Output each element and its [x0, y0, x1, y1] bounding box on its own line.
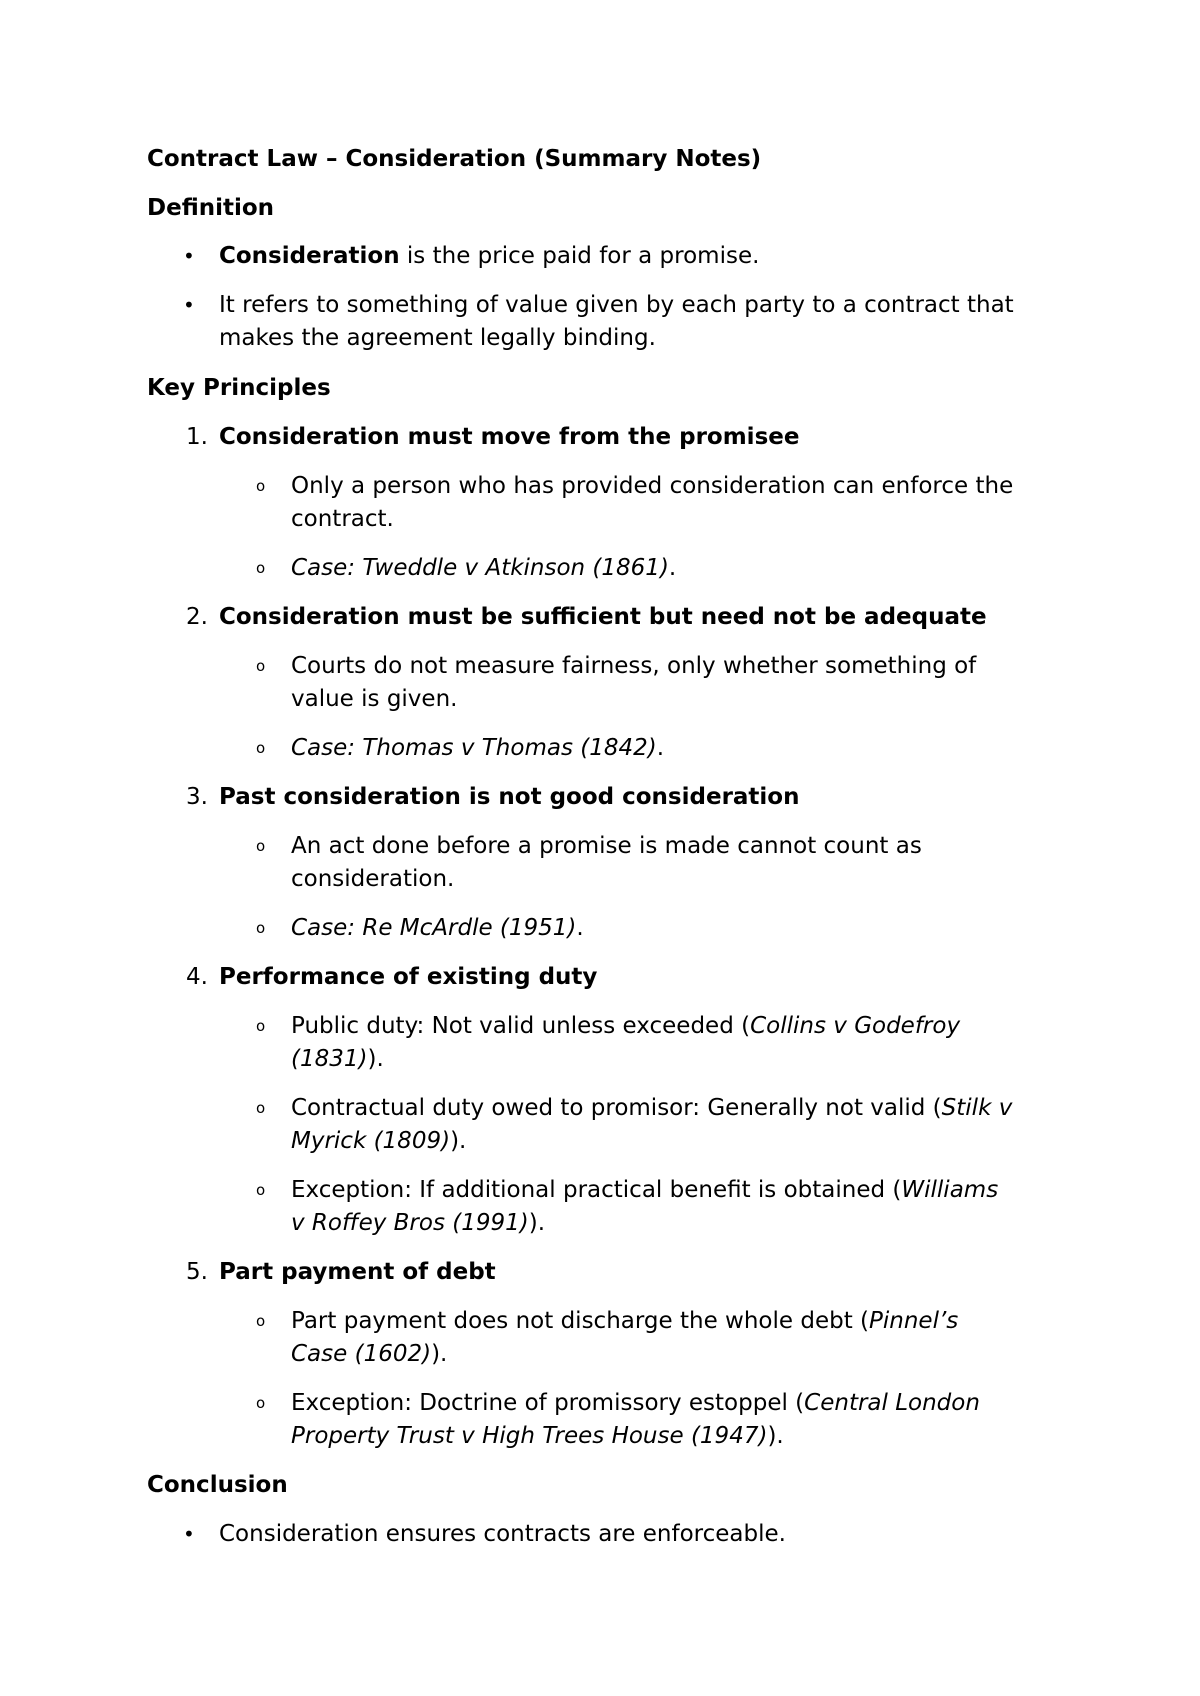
point-text: Public duty: Not valid unless exceeded (	[291, 1013, 751, 1039]
list-number: 4.	[186, 964, 208, 990]
sub-bullet-glyph: o	[256, 1394, 266, 1412]
sub-bullet-glyph: o	[256, 657, 266, 675]
principle-5-point-2-line-2	[291, 1420, 784, 1453]
definition-bullet-2-line-2: makes the agreement legally binding.	[219, 325, 656, 351]
principle-1-point-line-2: contract.	[291, 506, 394, 532]
principle-3-case	[291, 912, 584, 945]
page-title: Contract Law – Consideration (Summary Notes)	[147, 146, 762, 172]
punctuation: ).	[450, 1128, 467, 1154]
sub-bullet-glyph: o	[256, 1099, 266, 1117]
principle-4-point-1-line-2	[291, 1043, 384, 1076]
principle-3-point-line-2: consideration.	[291, 866, 455, 892]
principle-5-title: Part payment of debt	[219, 1259, 496, 1285]
case-citation: (1831)	[291, 1046, 368, 1072]
case-citation: Central London	[804, 1390, 980, 1416]
definition-term: Consideration	[219, 243, 400, 269]
punctuation: .	[576, 915, 584, 941]
principle-2-title: Consideration must be sufficient but need not be adequate	[219, 604, 987, 630]
sub-bullet-glyph: o	[256, 739, 266, 757]
sub-bullet-glyph: o	[256, 1017, 266, 1035]
case-citation: Case: Re McArdle (1951)	[291, 915, 577, 941]
case-citation: Williams	[901, 1177, 999, 1203]
principle-3-title: Past consideration is not good consideration	[219, 784, 800, 810]
case-citation: Case: Tweddle v Atkinson (1861)	[291, 555, 669, 581]
principle-5-point-2-line-1	[291, 1387, 980, 1420]
case-citation: Stilk v	[941, 1095, 1013, 1121]
section-heading-conclusion: Conclusion	[147, 1472, 288, 1498]
principle-1-title: Consideration must move from the promisee	[219, 424, 800, 450]
sub-bullet-glyph: o	[256, 1312, 266, 1330]
list-number: 3.	[186, 784, 208, 810]
principle-4-point-2-line-2	[291, 1125, 466, 1158]
punctuation: ).	[528, 1210, 546, 1236]
punctuation: ).	[767, 1423, 784, 1449]
punctuation: ).	[367, 1046, 384, 1072]
principle-4-point-3-line-1	[291, 1174, 998, 1207]
conclusion-bullet-1: Consideration ensures contracts are enforceable.	[219, 1521, 786, 1547]
principle-2-point-line-1: Courts do not measure fairness, only whether something of	[291, 653, 977, 679]
bullet-glyph: •	[183, 293, 195, 317]
case-citation: Case: Thomas v Thomas (1842)	[291, 735, 657, 761]
principle-5-point-1-line-1	[291, 1305, 958, 1338]
principle-5-point-1-line-2	[291, 1338, 447, 1371]
principle-2-case	[291, 732, 664, 765]
principle-1-point-line-1: Only a person who has provided consideration can enforce the	[291, 473, 1014, 499]
sub-bullet-glyph: o	[256, 919, 266, 937]
case-citation: Myrick (1809)	[291, 1128, 451, 1154]
list-number: 2.	[186, 604, 208, 630]
principle-1-case	[291, 552, 676, 585]
case-citation: v Roffey Bros (1991)	[291, 1210, 529, 1236]
case-citation: Case (1602)	[291, 1341, 432, 1367]
principle-4-point-3-line-2	[291, 1207, 545, 1240]
definition-text: is the price paid for a promise.	[399, 243, 760, 269]
principle-4-point-2-line-1	[291, 1092, 1012, 1125]
section-heading-key-principles: Key Principles	[147, 375, 331, 401]
punctuation: .	[668, 555, 677, 581]
principle-2-point-line-2: value is given.	[291, 686, 458, 712]
bullet-glyph: •	[183, 244, 195, 268]
point-text: Exception: If additional practical benefit is obtained (	[291, 1177, 902, 1203]
list-number: 1.	[186, 424, 208, 450]
sub-bullet-glyph: o	[256, 1181, 266, 1199]
point-text: Part payment does not discharge the whole debt (	[291, 1308, 869, 1334]
bullet-glyph: •	[183, 1522, 195, 1546]
point-text: Exception: Doctrine of promissory estoppel (	[291, 1390, 805, 1416]
list-number: 5.	[186, 1259, 208, 1285]
definition-bullet-2-line-1: It refers to something of value given by each party to a contract that	[219, 292, 1014, 318]
case-citation: Property Trust v High Trees House (1947)	[291, 1423, 768, 1449]
principle-4-point-1-line-1	[291, 1010, 960, 1043]
principle-4-title: Performance of existing duty	[219, 964, 598, 990]
sub-bullet-glyph: o	[256, 477, 266, 495]
sub-bullet-glyph: o	[256, 837, 266, 855]
sub-bullet-glyph: o	[256, 559, 266, 577]
definition-bullet-1	[219, 240, 759, 273]
case-citation: Pinnel’s	[869, 1308, 959, 1334]
section-heading-definition: Definition	[147, 195, 275, 221]
principle-3-point-line-1: An act done before a promise is made cannot count as	[291, 833, 922, 859]
point-text: Contractual duty owed to promisor: Generally not valid (	[291, 1095, 942, 1121]
case-citation: Collins v Godefroy	[750, 1013, 961, 1039]
punctuation: ).	[431, 1341, 448, 1367]
punctuation: .	[656, 735, 665, 761]
